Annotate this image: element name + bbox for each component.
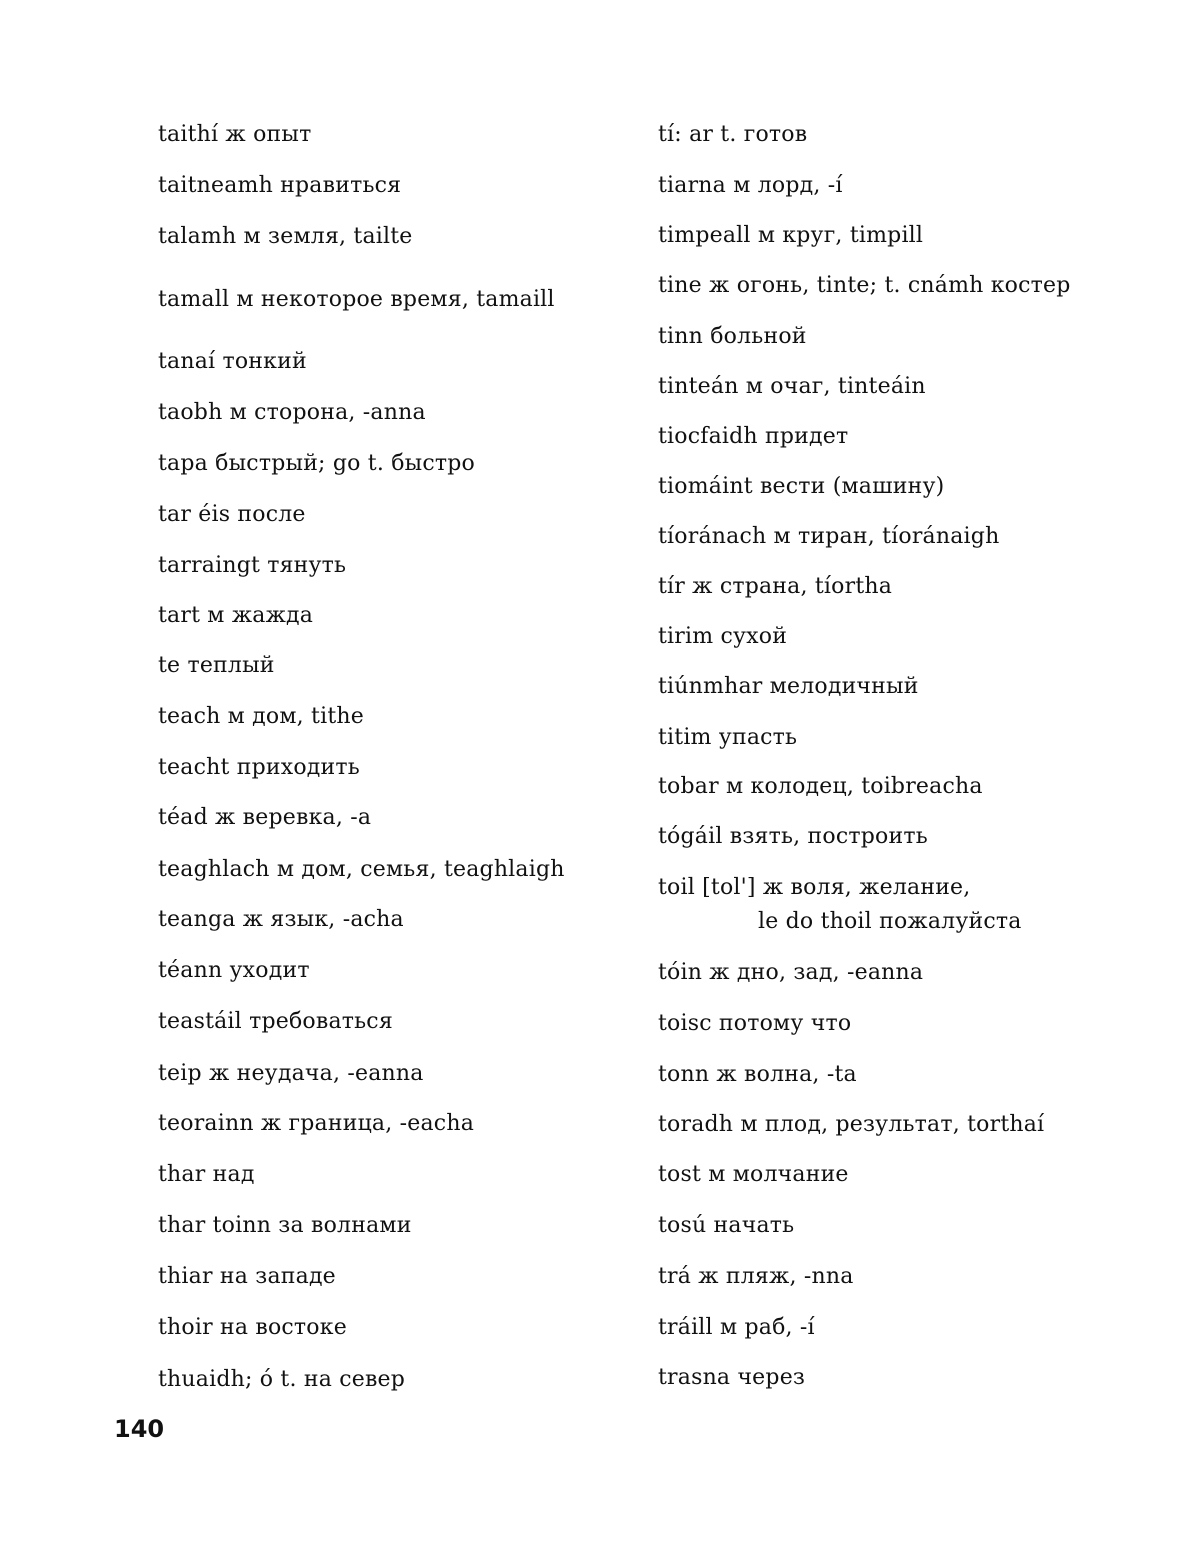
list-item: toisc потому что [658,1011,852,1036]
list-item: tar éis после [158,502,306,527]
list-item: tobar м колодец, toibreacha [658,774,983,799]
list-item: tóin ж дно, зад, -eanna [658,960,924,985]
list-item: tiarna м лорд, -í [658,173,843,198]
page-number: 140 [114,1415,165,1443]
list-item: tirim сухой [658,624,788,649]
list-item: taobh м сторона, -anna [158,400,426,425]
list-item: tiocfaidh придет [658,424,849,449]
list-item: teacht приходить [158,755,360,780]
list-item: trasna через [658,1365,806,1390]
entry-continuation: le do thoil пожалуйста [758,909,1022,934]
list-item: tamall м некоторое время, tamaill [158,287,555,312]
list-item: tiúnmhar мелодичный [658,674,919,699]
list-item: tinteán м очаг, tinteáin [658,374,926,399]
list-item: taitneamh нравиться [158,173,402,198]
list-item [658,871,1022,939]
list-item: tráill м раб, -í [658,1315,815,1340]
list-item: toradh м плод, результат, torthaí [658,1112,1045,1137]
entry-line: toil [tol'] ж воля, желание, [658,875,971,900]
list-item: tógáil взять, построить [658,824,928,849]
list-item: timpeall м круг, timpill [658,223,924,248]
list-item: tosú начать [658,1213,795,1238]
list-item: tapa быстрый; go t. быстро [158,451,475,476]
list-item: teip ж неудача, -eanna [158,1061,424,1086]
list-item: tanaí тонкий [158,349,307,374]
list-item: tonn ж волна, -ta [658,1062,857,1087]
list-item: tír ж страна, tíortha [658,574,893,599]
list-item: teach м дом, tithe [158,704,364,729]
list-item: thar над [158,1162,255,1187]
list-item: tinn больной [658,324,807,349]
list-item: thoir на востоке [158,1315,347,1340]
list-item: titim упасть [658,725,798,750]
list-item: te теплый [158,653,275,678]
list-item: trá ж пляж, -nna [658,1264,854,1289]
list-item: tiomáint вести (машину) [658,474,945,499]
list-item: tart м жажда [158,603,314,628]
list-item: teastáil требоваться [158,1009,393,1034]
list-item: talamh м земля, tailte [158,224,413,249]
list-item: teorainn ж граница, -eacha [158,1111,475,1136]
list-item: tine ж огонь, tinte; t. cnámh костер [658,273,1071,298]
list-item: tarraingt тянуть [158,553,347,578]
list-item: tost м молчание [658,1162,849,1187]
list-item: tí: ar t. готов [658,122,808,147]
list-item: thuaidh; ó t. на север [158,1367,406,1392]
list-item: tíoránach м тиран, tíoránaigh [658,524,1000,549]
list-item: téann уходит [158,958,310,983]
list-item: téad ж веревка, -a [158,805,372,830]
list-item: teanga ж язык, -acha [158,907,404,932]
list-item: teaghlach м дом, семья, teaghlaigh [158,857,565,882]
list-item: thar toinn за волнами [158,1213,412,1238]
list-item: thiar на западе [158,1264,336,1289]
list-item: taithí ж опыт [158,122,312,147]
